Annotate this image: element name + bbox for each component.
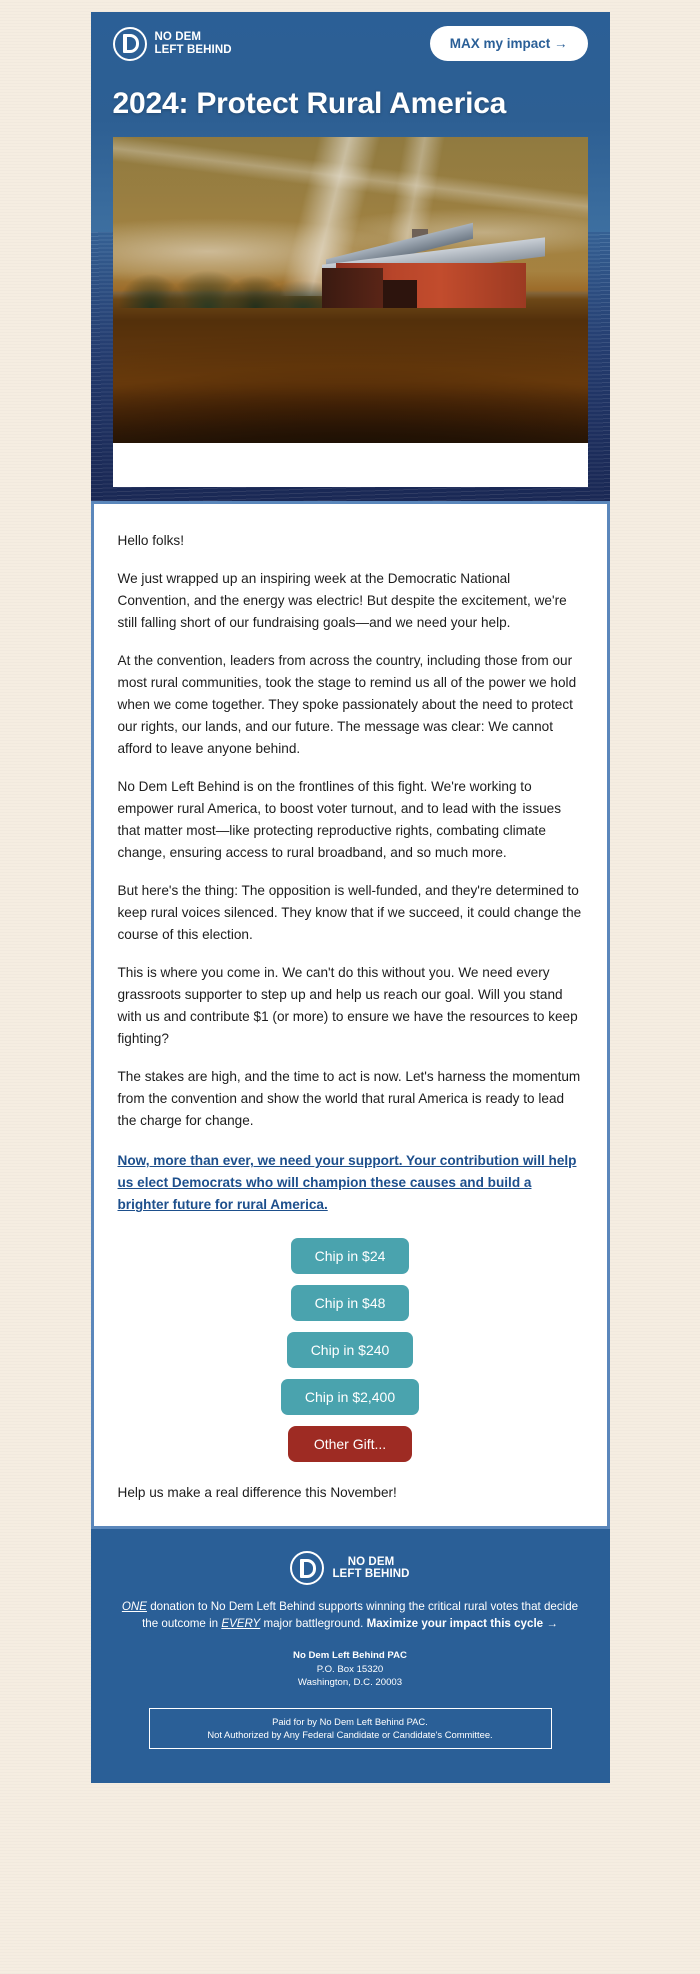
red-barn-icon (322, 235, 560, 308)
page-title: 2024: Protect Rural America (112, 87, 507, 120)
pac-city-state-zip: Washington, D.C. 20003 (297, 1677, 403, 1689)
donate-button-2400[interactable]: Chip in $2,400 (281, 1379, 419, 1415)
logo-line-1: NO DEM (154, 30, 202, 43)
hero-photo (113, 137, 588, 443)
max-my-impact-button[interactable]: MAX my impact → (430, 26, 588, 61)
donation-button-group (118, 1238, 583, 1462)
paragraph-4: But here's the thing: The opposition is well-funded, and they're determined to keep rural voices silenced. They know that if we succeed, it could change the course of this election. (117, 883, 582, 943)
hero-header-bar (91, 12, 610, 69)
paragraph-2: At the convention, leaders from across the country, including those from our most rural communities, took the stage to remind us all of the power we hold when we come together. They spoke passionately about the need to protect our rights, our lands, and our future. The message was clear: We cannot afford to leave anyone behind. (117, 653, 577, 757)
footer-logo-d-letter-icon (300, 1559, 316, 1578)
closing-text: Help us make a real difference this November! (117, 1485, 397, 1501)
other-gift-button[interactable]: Other Gift... (288, 1426, 412, 1462)
donate-button-240[interactable]: Chip in $240 (287, 1332, 414, 1368)
logo-line-2: LEFT BEHIND (154, 43, 232, 56)
pac-po-box: P.O. Box 15320 (316, 1663, 384, 1675)
disclaimer-line-2: Not Authorized by Any Federal Candidate or Candidate's Committee. (207, 1729, 493, 1741)
hero-section (91, 12, 610, 501)
footer-logo (117, 1551, 584, 1585)
barn-door (383, 280, 416, 308)
barn-shadow-side (322, 268, 384, 308)
paragraph-3: No Dem Left Behind is on the frontlines of this fight. We're working to empower rural America, to boost voter turnout, and to lead with the issues that matter most—like protecting reproductive rights, combating climate change, ensuring access to rural broadband, and so much more. (117, 779, 562, 861)
paragraph-5: This is where you come in. We can't do this without you. We need every grassroots supporter to step up and help us reach our goal. Will you stand with us and contribute $1 (or more) to ensure we have the resources to keep fighting? (117, 965, 578, 1047)
footer-tagline-every: EVERY (221, 1617, 261, 1631)
disclaimer-line-1: Paid for by No Dem Left Behind PAC. (272, 1715, 428, 1727)
support-emphasis-link[interactable]: Now, more than ever, we need your support. Your contribution will help us elect Democrats who will champion these causes and build a brighter future for rural America. (117, 1153, 577, 1213)
logo-d-letter-icon (123, 34, 139, 53)
hero-photo-image (113, 137, 588, 443)
logo-d-circle-icon (113, 27, 147, 61)
header-logo-text (155, 31, 232, 57)
message-body-card (91, 501, 610, 1529)
email-container (91, 12, 610, 1974)
paragraph-1: We just wrapped up an inspiring week at the Democratic National Convention, and the energy was electric! But despite the excitement, we're still falling short of our fundraising goals—and we need your help. (117, 571, 567, 631)
pac-address-block (117, 1649, 584, 1690)
footer-maximize-link[interactable]: Maximize your impact this cycle → (366, 1617, 558, 1631)
paragraph-6: The stakes are high, and the time to act is now. Let's harness the momentum from the convention and show the world that rural America is ready to lead the charge for change. (117, 1069, 581, 1129)
hero-bottom-spacer (91, 487, 610, 501)
footer-tagline-one: ONE (121, 1600, 147, 1614)
pac-name: No Dem Left Behind PAC (293, 1650, 407, 1662)
field-shadow-layer (113, 388, 588, 443)
donate-button-48[interactable]: Chip in $48 (291, 1285, 410, 1321)
footer-logo-text (332, 1556, 409, 1582)
header-logo (113, 27, 232, 61)
donate-button-24[interactable]: Chip in $24 (291, 1238, 410, 1274)
footer-tagline-mid1: donation to No Dem Left Behind supports winning the critical rural votes that decide the outcome in (142, 1600, 579, 1631)
footer-section (91, 1529, 610, 1783)
footer-logo-line-2: LEFT BEHIND (332, 1568, 410, 1581)
footer-logo-d-circle-icon (290, 1551, 324, 1585)
legal-disclaimer-box (149, 1708, 552, 1749)
greeting-text: Hello folks! (117, 533, 184, 548)
hero-photo-base-strip (113, 443, 588, 487)
footer-logo-line-1: NO DEM (347, 1555, 395, 1568)
footer-tagline (117, 1599, 584, 1633)
footer-tagline-mid2: major battleground. (260, 1617, 367, 1631)
